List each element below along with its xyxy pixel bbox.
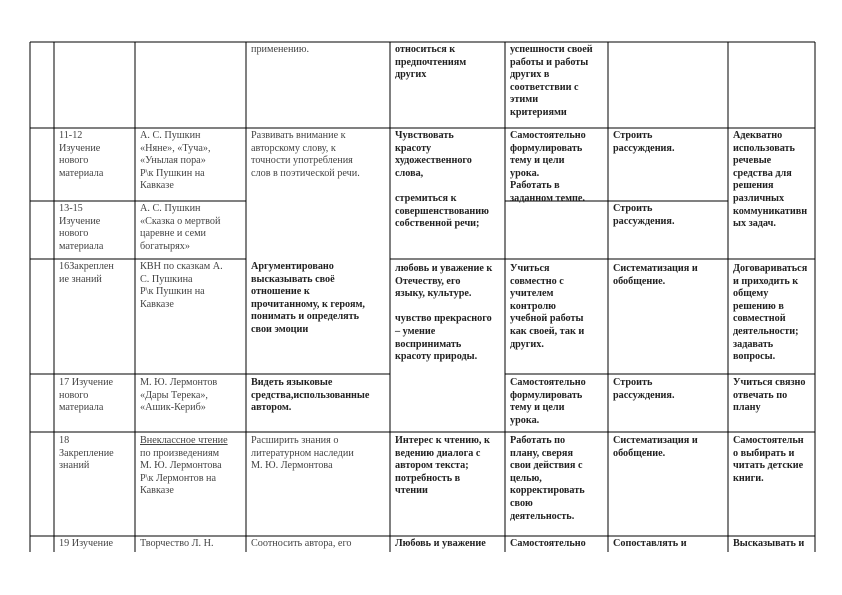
- r5-c4: [507, 434, 607, 524]
- text-line: отношение к: [251, 286, 310, 298]
- text-line: 11-12: [59, 130, 83, 141]
- text-line: Учиться: [510, 263, 550, 274]
- r3-c3: [392, 262, 504, 365]
- text-line: [395, 301, 501, 314]
- text-line: Соотносить автора, его: [251, 538, 352, 549]
- text-line: нового: [59, 228, 89, 240]
- text-line: Учиться связно: [733, 377, 806, 388]
- text-line: совершенствованию: [395, 205, 489, 217]
- text-line: целью,: [510, 472, 542, 484]
- text-line: Самостоятельно: [510, 538, 586, 549]
- text-line: Высказывать и: [733, 538, 805, 549]
- r2-lesson: [56, 202, 134, 254]
- text-line: речевые: [733, 155, 772, 167]
- text-line: А. С. Пушкин: [140, 130, 201, 141]
- r4-lesson: [56, 376, 134, 416]
- text-line: Творчество Л. Н.: [140, 538, 214, 549]
- text-line: Изучение: [59, 215, 101, 227]
- text-line: Видеть языковые: [251, 377, 333, 388]
- r5-c6: [730, 434, 815, 486]
- text-line: Самостоятельн: [733, 435, 804, 446]
- r4-c2: [248, 376, 388, 416]
- text-line: художественного: [395, 155, 472, 167]
- r6-c6: [730, 537, 815, 552]
- text-line: Самостоятельно: [510, 130, 586, 141]
- text-line: М. Ю. Лермонтов: [140, 377, 218, 388]
- text-line: «Сказка о мертвой: [140, 215, 221, 227]
- text-line: стремиться к: [395, 192, 457, 204]
- text-line: использовать: [733, 142, 795, 154]
- text-line: Договариваться: [733, 263, 808, 274]
- text-line: деятельность.: [510, 510, 575, 522]
- r0-c2: [248, 43, 388, 58]
- text-line: Самостоятельно: [510, 377, 586, 388]
- text-line: этими: [510, 94, 539, 106]
- r1-c6: [730, 129, 815, 232]
- text-line: ых задач.: [733, 218, 776, 230]
- text-line: Отечеству, его: [395, 275, 461, 287]
- text-line: тему и цели: [510, 155, 565, 167]
- text-line: совместно с учителем: [510, 275, 564, 300]
- text-line: различных: [733, 192, 785, 204]
- text-line: Работать в: [510, 180, 560, 192]
- text-line: применению.: [251, 44, 310, 55]
- text-line: точности употребления: [251, 155, 353, 167]
- text-line: заданном темпе.: [510, 192, 585, 204]
- r3-c5: [610, 262, 727, 289]
- text-line: Расширить знания о: [251, 435, 339, 446]
- r1-c4: [507, 129, 607, 207]
- r3-c2: [248, 260, 388, 338]
- text-line: материала: [59, 402, 104, 414]
- text-line: о выбирать и: [733, 447, 795, 459]
- text-line: решения: [733, 180, 774, 192]
- r3-c6: [730, 262, 815, 365]
- text-line: Чувствовать: [395, 130, 454, 141]
- text-line: обобщение.: [613, 447, 666, 459]
- text-line: [395, 180, 501, 193]
- text-line: высказывать своё: [251, 273, 335, 285]
- text-line: – умение: [395, 325, 436, 337]
- r1-c2: [248, 129, 388, 181]
- text-line: читать детские: [733, 460, 804, 472]
- text-line: по произведениям: [140, 447, 220, 459]
- text-line: решению в: [733, 300, 784, 312]
- text-line: вопросы.: [733, 351, 776, 363]
- text-line: М. Ю. Лермонтова: [251, 460, 333, 472]
- text-line: отвечать по: [733, 389, 788, 401]
- text-line: А. С. Пушкин: [140, 203, 201, 214]
- text-line: слов в поэтической речи.: [251, 167, 360, 179]
- text-line: любовь и уважение к: [395, 263, 493, 274]
- r5-c5: [610, 434, 727, 461]
- text-line: чувство прекрасного: [395, 313, 492, 325]
- r1-lesson: [56, 129, 134, 181]
- text-line: книги.: [733, 472, 764, 484]
- text-line: автором текста;: [395, 460, 469, 472]
- text-line: Развивать внимание к: [251, 130, 346, 141]
- r3-work: [137, 260, 245, 312]
- r5-work: [137, 434, 245, 499]
- text-line: свои эмоции: [251, 323, 309, 335]
- r6-c3: [392, 537, 504, 552]
- text-line: корректировать: [510, 485, 585, 497]
- text-line: Кавказе: [140, 298, 174, 310]
- text-line: М. Ю. Лермонтова: [140, 460, 222, 472]
- text-line: плану, сверяя: [510, 447, 573, 459]
- text-line: Строить: [613, 130, 653, 141]
- text-line: плану: [733, 402, 761, 414]
- text-line: и приходить к: [733, 275, 799, 287]
- text-line: других: [395, 69, 427, 81]
- text-line: материала: [59, 240, 104, 252]
- text-line: понимать и определять: [251, 311, 360, 323]
- r6-work: [137, 537, 245, 552]
- text-line: предпочтениям: [395, 56, 467, 68]
- text-line: знаний: [59, 460, 90, 472]
- text-line: «Дары Терека»,: [140, 389, 208, 401]
- text-line: авторскому слову, к: [251, 142, 336, 154]
- text-line: чтении: [395, 485, 428, 497]
- text-line: урока.: [510, 167, 540, 179]
- text-line: Строить: [613, 377, 653, 388]
- text-line: урока.: [510, 414, 540, 426]
- text-line: средства,использованные: [251, 389, 370, 401]
- text-line: Систематизация и: [613, 435, 698, 446]
- r4-c4: [507, 376, 607, 428]
- text-line: как своей, так и: [510, 325, 585, 337]
- r1-work: [137, 129, 245, 194]
- text-line: Сопоставлять и: [613, 538, 687, 549]
- text-line: общему: [733, 288, 769, 300]
- text-line: С. Пушкина: [140, 273, 193, 285]
- text-line: языку, культуре.: [395, 288, 472, 300]
- text-line: красоту: [395, 142, 432, 154]
- text-line: 17 Изучение: [59, 377, 114, 388]
- text-line: учебной работы: [510, 313, 584, 325]
- r1-c3: [392, 129, 504, 232]
- text-line: Интерес к чтению, к: [395, 435, 490, 446]
- r5-c2: [248, 434, 388, 474]
- r6-lesson: [56, 537, 134, 552]
- text-line: средства для: [733, 167, 792, 179]
- text-line: Р\к Пушкин на: [140, 167, 205, 179]
- r4-c6: [730, 376, 815, 416]
- text-line: собственной речи;: [395, 218, 480, 230]
- text-line: «Няне», «Туча»,: [140, 142, 211, 154]
- extracurricular-reading-label: Внеклассное чтение: [140, 435, 228, 446]
- text-line: Любовь и уважение: [395, 538, 486, 549]
- text-line: «Унылая пора»: [140, 155, 206, 167]
- text-line: КВН по сказкам А.: [140, 261, 223, 272]
- text-line: царевне и семи: [140, 228, 206, 240]
- r4-c5: [610, 376, 727, 403]
- r6-c5: [610, 537, 727, 552]
- text-line: формулировать: [510, 389, 583, 401]
- text-line: других в: [510, 69, 550, 81]
- text-line: Работать по: [510, 435, 566, 446]
- text-line: прочитанному, к героям,: [251, 298, 365, 310]
- text-line: критериями: [510, 106, 567, 118]
- text-line: слова,: [395, 167, 424, 179]
- text-line: соответствии с: [510, 81, 579, 93]
- r6-c4: [507, 537, 607, 552]
- text-line: воспринимать: [395, 338, 462, 350]
- text-line: автором.: [251, 402, 292, 414]
- text-line: 16Закреплен: [59, 261, 114, 272]
- text-line: Изучение: [59, 142, 101, 154]
- text-line: Адекватно: [733, 130, 783, 141]
- text-line: «Ашик-Кериб»: [140, 402, 206, 414]
- text-line: рассуждения.: [613, 215, 675, 227]
- text-line: других.: [510, 338, 544, 350]
- text-line: коммуникативн: [733, 205, 808, 217]
- text-line: свои действия с: [510, 460, 583, 472]
- r5-lesson: [56, 434, 134, 474]
- text-line: Р\к Пушкин на: [140, 286, 205, 298]
- r0-c3: [392, 43, 504, 83]
- text-line: богатырях»: [140, 240, 190, 252]
- text-line: обобщение.: [613, 275, 666, 287]
- text-line: успешности своей: [510, 44, 593, 55]
- text-line: работы и работы: [510, 56, 589, 68]
- r1-c5: [610, 129, 727, 156]
- text-line: относиться к: [395, 44, 456, 55]
- r3-c4: [507, 262, 607, 352]
- r2-work: [137, 202, 245, 254]
- text-line: нового: [59, 389, 89, 401]
- text-line: литературном наследии: [251, 447, 354, 459]
- text-line: 19 Изучение: [59, 538, 114, 549]
- text-line: формулировать: [510, 142, 583, 154]
- text-line: Строить: [613, 203, 653, 214]
- text-line: рассуждения.: [613, 389, 675, 401]
- r5-c3: [392, 434, 504, 499]
- text-line: совместной: [733, 313, 786, 325]
- text-line: тему и цели: [510, 402, 565, 414]
- text-line: 13-15: [59, 203, 83, 214]
- text-line: задавать: [733, 338, 774, 350]
- text-line: 18: [59, 435, 70, 446]
- text-line: Аргументировано: [251, 261, 334, 272]
- text-line: материала: [59, 167, 104, 179]
- text-line: Кавказе: [140, 180, 174, 192]
- text-line: Кавказе: [140, 485, 174, 497]
- text-line: нового: [59, 155, 89, 167]
- text-line: контролю: [510, 300, 556, 312]
- text-line: Систематизация и: [613, 263, 698, 274]
- text-line: рассуждения.: [613, 142, 675, 154]
- r0-c4: [507, 43, 607, 127]
- text-line: Закрепление: [59, 447, 114, 459]
- text-line: ведению диалога с: [395, 447, 481, 459]
- text-line: деятельности;: [733, 325, 799, 337]
- r4-work: [137, 376, 245, 416]
- text-line: Р\к Лермонтов на: [140, 472, 217, 484]
- r3-lesson: [56, 260, 134, 287]
- text-line: ие знаний: [59, 273, 102, 285]
- r2-c5: [610, 202, 727, 229]
- text-line: свою: [510, 497, 533, 509]
- text-line: красоту природы.: [395, 351, 478, 363]
- text-line: потребность в: [395, 472, 461, 484]
- r6-c2: [248, 537, 388, 552]
